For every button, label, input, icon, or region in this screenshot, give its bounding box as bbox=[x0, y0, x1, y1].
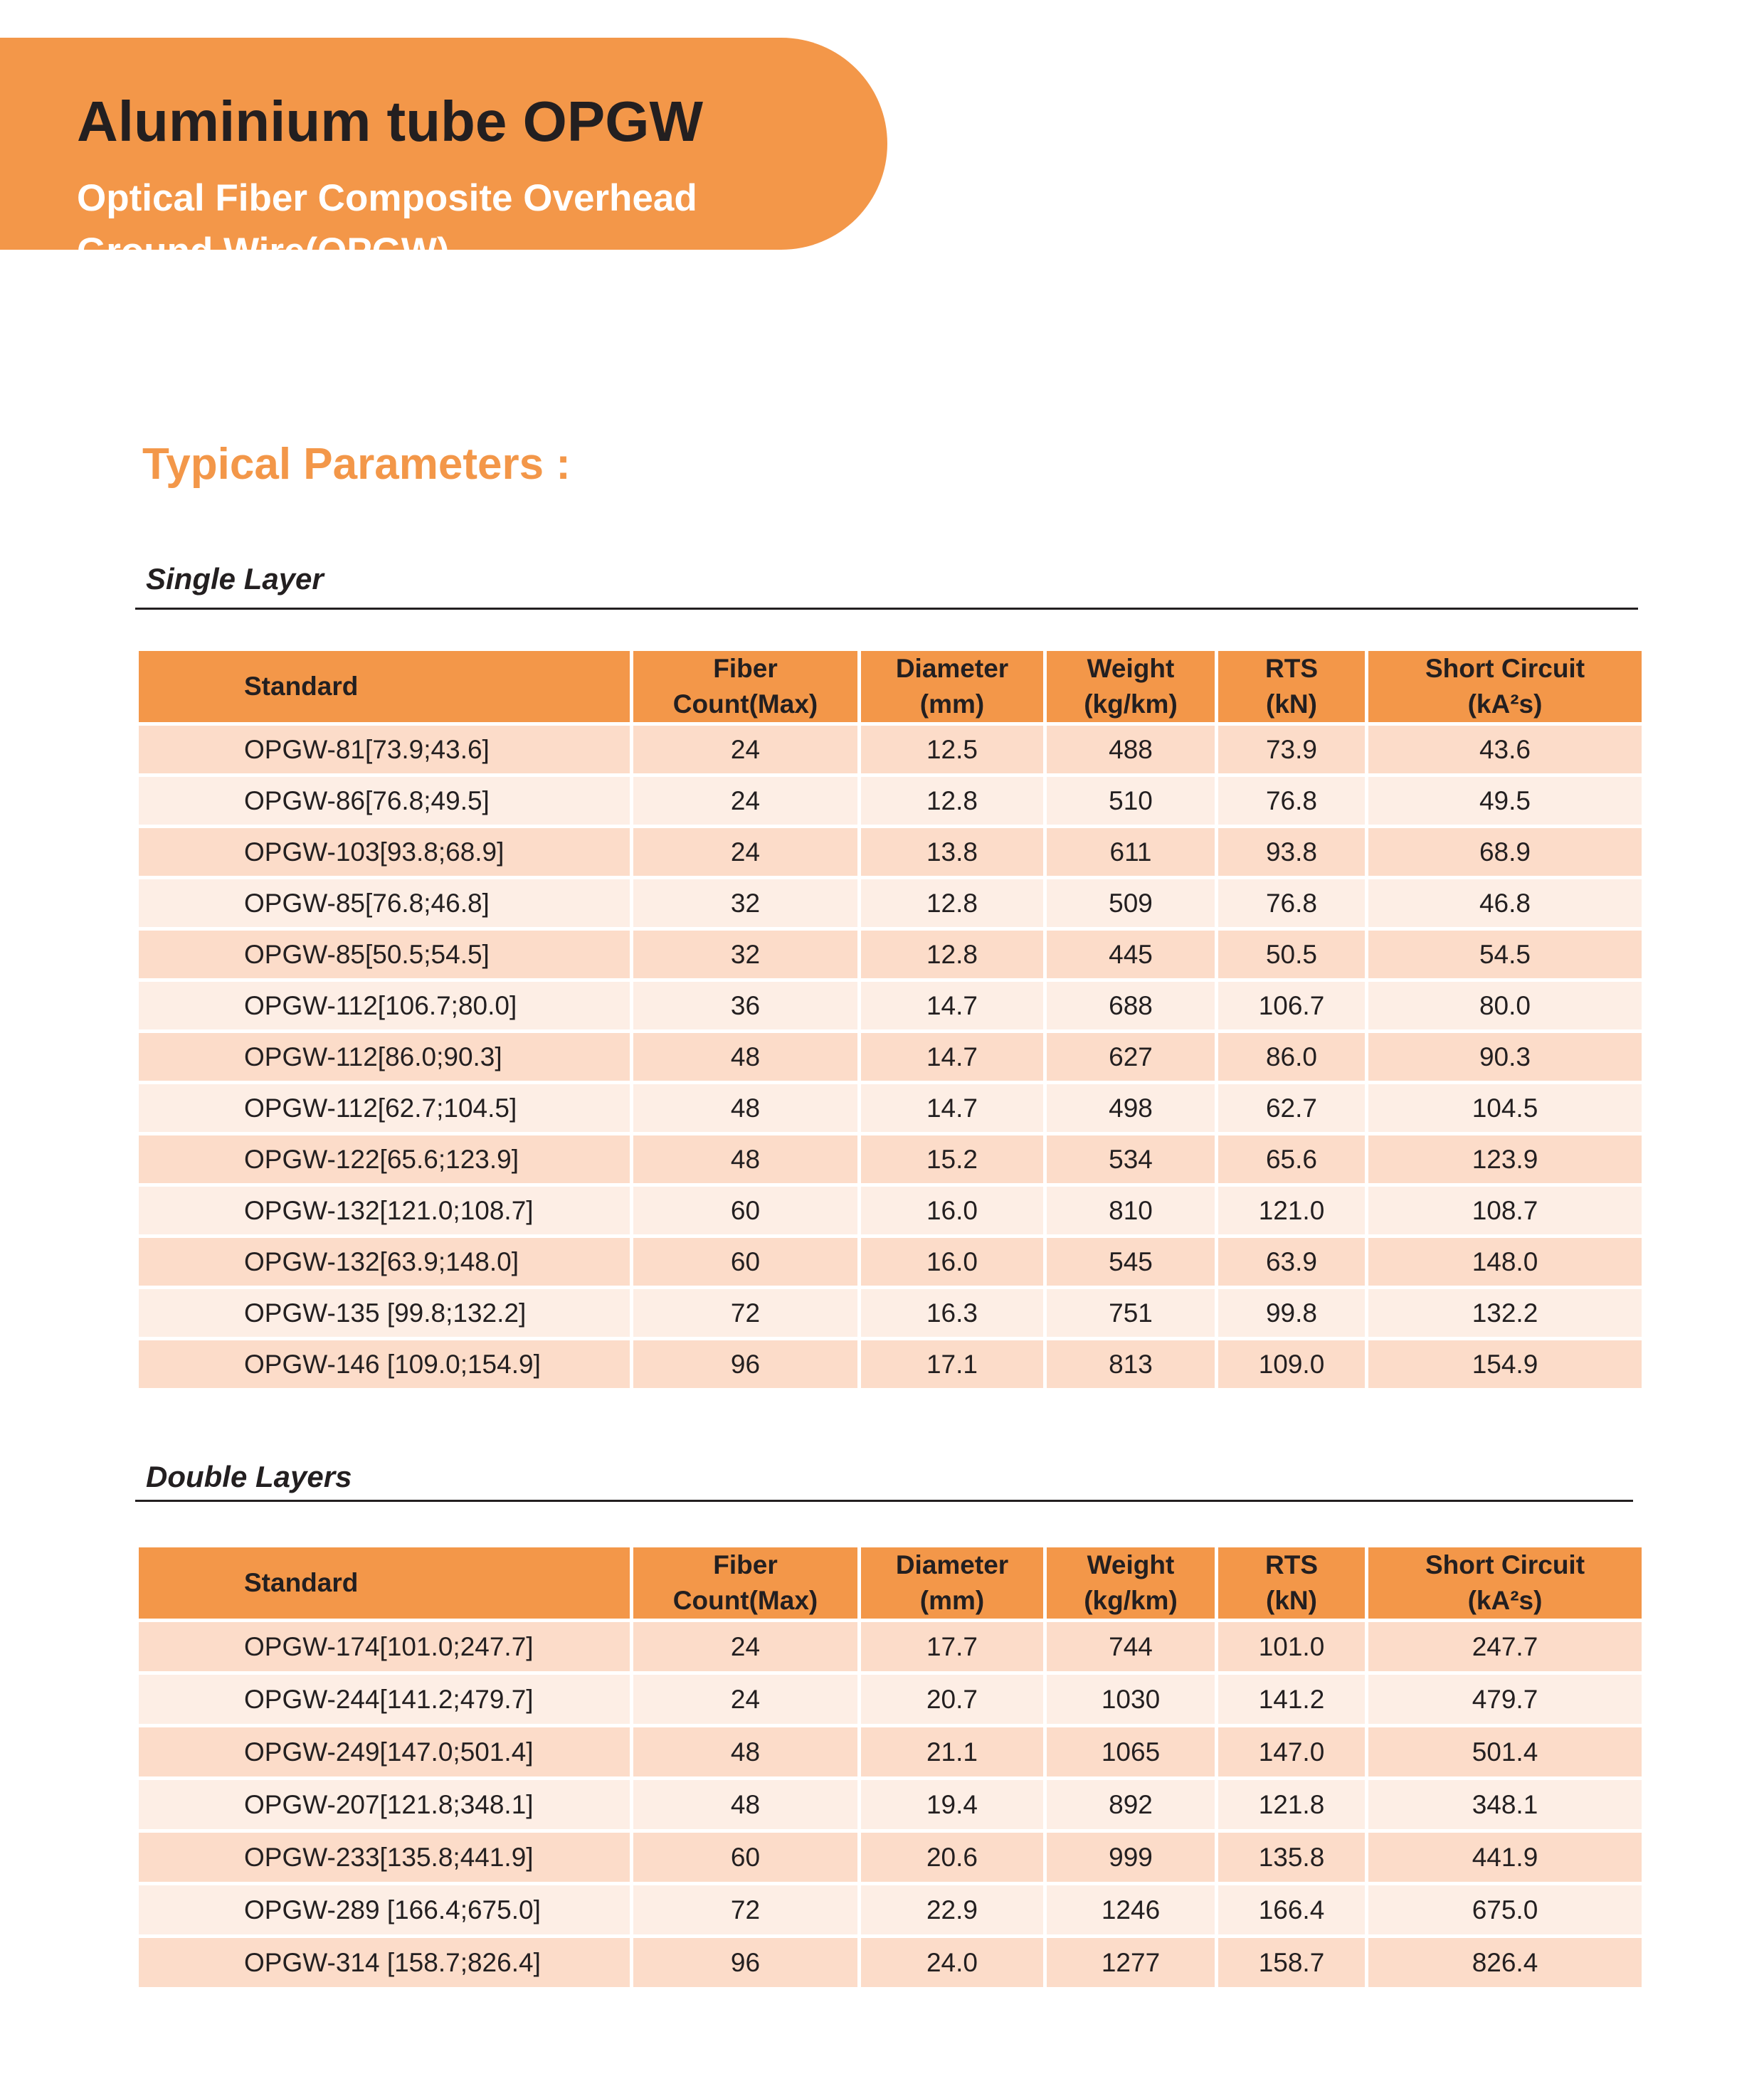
cell-rts: 135.8 bbox=[1218, 1833, 1365, 1882]
cell-rts: 147.0 bbox=[1218, 1727, 1365, 1776]
subtitle-line-1: Optical Fiber Composite Overhead bbox=[77, 177, 697, 219]
cell-weight: 1065 bbox=[1047, 1727, 1215, 1776]
cell-weight: 999 bbox=[1047, 1833, 1215, 1882]
cell-weight: 545 bbox=[1047, 1238, 1215, 1286]
cell-weight: 534 bbox=[1047, 1135, 1215, 1183]
cell-fiber-count: 48 bbox=[633, 1780, 857, 1829]
table-row bbox=[139, 1187, 1642, 1234]
cell-short-circuit: 108.7 bbox=[1368, 1187, 1642, 1234]
cell-rts: 50.5 bbox=[1218, 931, 1365, 978]
cell-diameter: 17.7 bbox=[861, 1622, 1043, 1671]
page-title: Aluminium tube OPGW bbox=[77, 90, 703, 153]
cell-rts: 106.7 bbox=[1218, 982, 1365, 1029]
cell-fiber-count: 48 bbox=[633, 1727, 857, 1776]
table-row bbox=[139, 1675, 1642, 1724]
cell-short-circuit: 132.2 bbox=[1368, 1289, 1642, 1337]
double-layers-title: Double Layers bbox=[146, 1460, 352, 1493]
cell-short-circuit: 104.5 bbox=[1368, 1084, 1642, 1132]
cell-diameter: 14.7 bbox=[861, 1084, 1043, 1132]
cell-short-circuit: 501.4 bbox=[1368, 1727, 1642, 1776]
cell-rts: 99.8 bbox=[1218, 1289, 1365, 1337]
cell-short-circuit: 90.3 bbox=[1368, 1033, 1642, 1081]
cell-short-circuit: 675.0 bbox=[1368, 1885, 1642, 1934]
table-row bbox=[139, 1833, 1642, 1882]
cell-diameter: 19.4 bbox=[861, 1780, 1043, 1829]
cell-standard: OPGW-112[106.7;80.0] bbox=[139, 982, 630, 1029]
cell-weight: 498 bbox=[1047, 1084, 1215, 1132]
cell-diameter: 12.8 bbox=[861, 777, 1043, 825]
cell-short-circuit: 46.8 bbox=[1368, 879, 1642, 927]
cell-standard: OPGW-122[65.6;123.9] bbox=[139, 1135, 630, 1183]
cell-weight: 627 bbox=[1047, 1033, 1215, 1081]
cell-standard: OPGW-249[147.0;501.4] bbox=[139, 1727, 630, 1776]
cell-weight: 1246 bbox=[1047, 1885, 1215, 1934]
cell-diameter: 14.7 bbox=[861, 982, 1043, 1029]
cell-fiber-count: 32 bbox=[633, 879, 857, 927]
cell-diameter: 14.7 bbox=[861, 1033, 1043, 1081]
cell-fiber-count: 96 bbox=[633, 1938, 857, 1987]
cell-standard: OPGW-244[141.2;479.7] bbox=[139, 1675, 630, 1724]
cell-diameter: 16.3 bbox=[861, 1289, 1043, 1337]
cell-fiber-count: 60 bbox=[633, 1187, 857, 1234]
cell-short-circuit: 68.9 bbox=[1368, 828, 1642, 876]
cell-rts: 158.7 bbox=[1218, 1938, 1365, 1987]
cell-short-circuit: 154.9 bbox=[1368, 1340, 1642, 1388]
cell-rts: 109.0 bbox=[1218, 1340, 1365, 1388]
table-row bbox=[139, 1727, 1642, 1776]
cell-rts: 121.8 bbox=[1218, 1780, 1365, 1829]
single-layer-table-header bbox=[139, 651, 1642, 722]
cell-diameter: 20.6 bbox=[861, 1833, 1043, 1882]
col-header-short-circuit: Short Circuit (kA²s) bbox=[1368, 1547, 1642, 1619]
cell-rts: 166.4 bbox=[1218, 1885, 1365, 1934]
cell-diameter: 12.8 bbox=[861, 879, 1043, 927]
cell-weight: 510 bbox=[1047, 777, 1215, 825]
cell-standard: OPGW-86[76.8;49.5] bbox=[139, 777, 630, 825]
double-layers-table-body bbox=[139, 1622, 1642, 1987]
col-header-diameter: Diameter (mm) bbox=[861, 1547, 1043, 1619]
cell-weight: 744 bbox=[1047, 1622, 1215, 1671]
cell-short-circuit: 348.1 bbox=[1368, 1780, 1642, 1829]
cell-diameter: 16.0 bbox=[861, 1187, 1043, 1234]
cell-diameter: 21.1 bbox=[861, 1727, 1043, 1776]
cell-short-circuit: 247.7 bbox=[1368, 1622, 1642, 1671]
cell-weight: 488 bbox=[1047, 726, 1215, 773]
cell-fiber-count: 36 bbox=[633, 982, 857, 1029]
table-row bbox=[139, 1238, 1642, 1286]
cell-short-circuit: 49.5 bbox=[1368, 777, 1642, 825]
cell-standard: OPGW-103[93.8;68.9] bbox=[139, 828, 630, 876]
cell-fiber-count: 48 bbox=[633, 1033, 857, 1081]
col-header-diameter: Diameter (mm) bbox=[861, 651, 1043, 722]
single-layer-table bbox=[135, 647, 1645, 1392]
cell-rts: 65.6 bbox=[1218, 1135, 1365, 1183]
cell-rts: 121.0 bbox=[1218, 1187, 1365, 1234]
single-layer-divider bbox=[135, 608, 1638, 610]
cell-weight: 1277 bbox=[1047, 1938, 1215, 1987]
table-row bbox=[139, 1622, 1642, 1671]
cell-fiber-count: 72 bbox=[633, 1289, 857, 1337]
cell-short-circuit: 479.7 bbox=[1368, 1675, 1642, 1724]
cell-fiber-count: 60 bbox=[633, 1238, 857, 1286]
cell-fiber-count: 72 bbox=[633, 1885, 857, 1934]
cell-rts: 73.9 bbox=[1218, 726, 1365, 773]
table-row bbox=[139, 879, 1642, 927]
cell-weight: 813 bbox=[1047, 1340, 1215, 1388]
table-row bbox=[139, 726, 1642, 773]
cell-rts: 141.2 bbox=[1218, 1675, 1365, 1724]
cell-rts: 86.0 bbox=[1218, 1033, 1365, 1081]
table-row bbox=[139, 828, 1642, 876]
col-header-rts: RTS (kN) bbox=[1218, 1547, 1365, 1619]
cell-rts: 101.0 bbox=[1218, 1622, 1365, 1671]
subtitle-line-2: Ground Wire(OPGW) bbox=[77, 231, 450, 272]
cell-diameter: 15.2 bbox=[861, 1135, 1043, 1183]
col-header-rts: RTS (kN) bbox=[1218, 651, 1365, 722]
title-banner bbox=[0, 38, 887, 272]
single-layer-title: Single Layer bbox=[146, 562, 324, 595]
table-row bbox=[139, 1033, 1642, 1081]
cell-short-circuit: 43.6 bbox=[1368, 726, 1642, 773]
double-layers-table bbox=[135, 1544, 1645, 1991]
table-row bbox=[139, 777, 1642, 825]
col-header-fiber-count: Fiber Count(Max) bbox=[633, 1547, 857, 1619]
cell-fiber-count: 48 bbox=[633, 1084, 857, 1132]
cell-short-circuit: 54.5 bbox=[1368, 931, 1642, 978]
page-subtitle bbox=[77, 171, 697, 278]
cell-standard: OPGW-132[121.0;108.7] bbox=[139, 1187, 630, 1234]
table-row bbox=[139, 1885, 1642, 1934]
cell-weight: 1030 bbox=[1047, 1675, 1215, 1724]
table-row bbox=[139, 1135, 1642, 1183]
cell-standard: OPGW-112[62.7;104.5] bbox=[139, 1084, 630, 1132]
cell-standard: OPGW-207[121.8;348.1] bbox=[139, 1780, 630, 1829]
double-layers-table-header bbox=[139, 1547, 1642, 1619]
col-header-short-circuit: Short Circuit (kA²s) bbox=[1368, 651, 1642, 722]
cell-weight: 892 bbox=[1047, 1780, 1215, 1829]
cell-fiber-count: 24 bbox=[633, 828, 857, 876]
cell-standard: OPGW-174[101.0;247.7] bbox=[139, 1622, 630, 1671]
cell-diameter: 17.1 bbox=[861, 1340, 1043, 1388]
cell-fiber-count: 24 bbox=[633, 1622, 857, 1671]
cell-short-circuit: 441.9 bbox=[1368, 1833, 1642, 1882]
cell-fiber-count: 60 bbox=[633, 1833, 857, 1882]
cell-diameter: 13.8 bbox=[861, 828, 1043, 876]
cell-weight: 445 bbox=[1047, 931, 1215, 978]
table-row bbox=[139, 931, 1642, 978]
section-heading: Typical Parameters : bbox=[142, 440, 571, 489]
table-row bbox=[139, 982, 1642, 1029]
col-header-weight: Weight (kg/km) bbox=[1047, 651, 1215, 722]
col-header-fiber-count: Fiber Count(Max) bbox=[633, 651, 857, 722]
cell-standard: OPGW-233[135.8;441.9] bbox=[139, 1833, 630, 1882]
table-row bbox=[139, 1780, 1642, 1829]
cell-fiber-count: 96 bbox=[633, 1340, 857, 1388]
cell-weight: 688 bbox=[1047, 982, 1215, 1029]
cell-standard: OPGW-132[63.9;148.0] bbox=[139, 1238, 630, 1286]
cell-diameter: 20.7 bbox=[861, 1675, 1043, 1724]
cell-diameter: 22.9 bbox=[861, 1885, 1043, 1934]
cell-fiber-count: 48 bbox=[633, 1135, 857, 1183]
cell-standard: OPGW-85[76.8;46.8] bbox=[139, 879, 630, 927]
cell-rts: 93.8 bbox=[1218, 828, 1365, 876]
table-row bbox=[139, 1340, 1642, 1388]
cell-standard: OPGW-314 [158.7;826.4] bbox=[139, 1938, 630, 1987]
col-header-weight: Weight (kg/km) bbox=[1047, 1547, 1215, 1619]
cell-short-circuit: 80.0 bbox=[1368, 982, 1642, 1029]
cell-rts: 76.8 bbox=[1218, 879, 1365, 927]
table-row bbox=[139, 1084, 1642, 1132]
cell-standard: OPGW-289 [166.4;675.0] bbox=[139, 1885, 630, 1934]
col-header-standard: Standard bbox=[139, 1547, 630, 1619]
cell-standard: OPGW-81[73.9;43.6] bbox=[139, 726, 630, 773]
cell-weight: 611 bbox=[1047, 828, 1215, 876]
cell-short-circuit: 826.4 bbox=[1368, 1938, 1642, 1987]
cell-standard: OPGW-146 [109.0;154.9] bbox=[139, 1340, 630, 1388]
cell-diameter: 12.5 bbox=[861, 726, 1043, 773]
cell-fiber-count: 24 bbox=[633, 777, 857, 825]
cell-short-circuit: 123.9 bbox=[1368, 1135, 1642, 1183]
cell-weight: 810 bbox=[1047, 1187, 1215, 1234]
col-header-standard: Standard bbox=[139, 651, 630, 722]
cell-rts: 62.7 bbox=[1218, 1084, 1365, 1132]
table-row bbox=[139, 1289, 1642, 1337]
cell-rts: 76.8 bbox=[1218, 777, 1365, 825]
cell-weight: 509 bbox=[1047, 879, 1215, 927]
cell-standard: OPGW-112[86.0;90.3] bbox=[139, 1033, 630, 1081]
cell-short-circuit: 148.0 bbox=[1368, 1238, 1642, 1286]
cell-rts: 63.9 bbox=[1218, 1238, 1365, 1286]
cell-diameter: 12.8 bbox=[861, 931, 1043, 978]
cell-standard: OPGW-85[50.5;54.5] bbox=[139, 931, 630, 978]
cell-fiber-count: 24 bbox=[633, 726, 857, 773]
cell-standard: OPGW-135 [99.8;132.2] bbox=[139, 1289, 630, 1337]
cell-fiber-count: 32 bbox=[633, 931, 857, 978]
table-row bbox=[139, 1938, 1642, 1987]
single-layer-table-body bbox=[139, 726, 1642, 1388]
cell-weight: 751 bbox=[1047, 1289, 1215, 1337]
cell-fiber-count: 24 bbox=[633, 1675, 857, 1724]
double-layers-divider bbox=[135, 1500, 1633, 1502]
cell-diameter: 24.0 bbox=[861, 1938, 1043, 1987]
cell-diameter: 16.0 bbox=[861, 1238, 1043, 1286]
